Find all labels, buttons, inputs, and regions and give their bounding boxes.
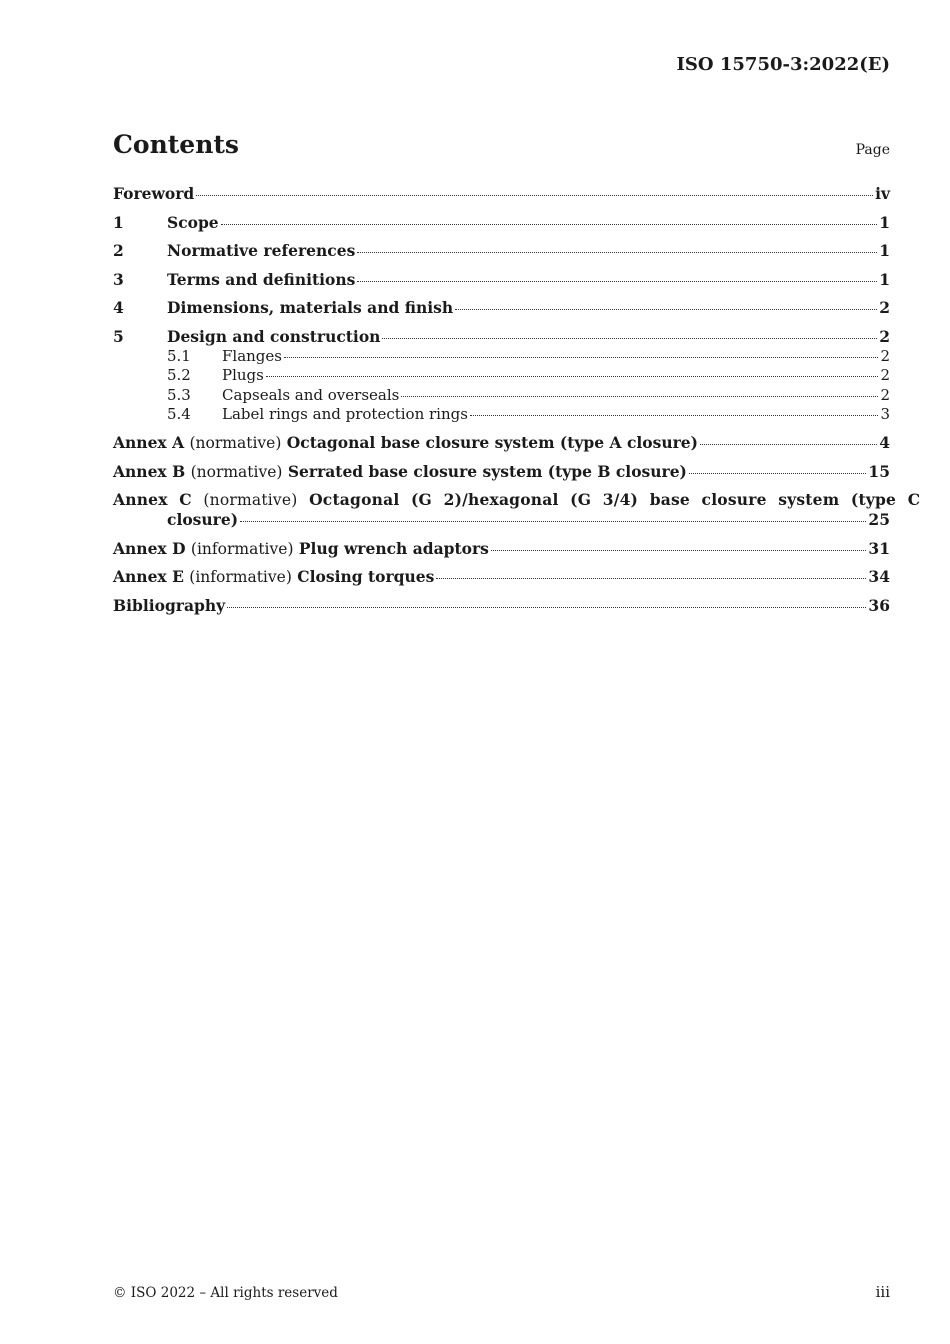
toc-entry-page: 3 [880,405,890,423]
copyright-notice: © ISO 2022 – All rights reserved [113,1285,338,1301]
toc-entry-page: 15 [868,461,890,481]
toc-entry-page: 34 [868,567,890,586]
annex-type: (normative) [203,491,298,509]
toc-entry-page: 2 [880,385,890,404]
annex-title: Closing torques [297,567,435,586]
annex-title: Octagonal base closure system (type A closure) [286,433,698,452]
toc-entry-page: 2 [879,298,890,317]
contents-title: Contents [113,130,240,159]
dot-leader [266,376,879,377]
page-column-label: Page [855,142,890,158]
toc-entry-title: Scope [167,212,219,232]
page-number: iii [875,1283,890,1301]
section-number: 5 [113,326,124,346]
toc-entry-title [113,462,687,482]
annex-title: Octagonal (G 2)/hexagonal (G 3/4) base closure system (type C [309,490,921,509]
dot-leader [357,281,877,282]
section-number: 4 [113,298,124,317]
dot-leader [700,444,877,445]
dot-leader [689,473,867,474]
toc-entry-page: 1 [879,269,890,289]
annex-type: (normative) [190,462,283,481]
annex-type: (normative) [189,434,282,452]
dot-leader [284,357,878,358]
dot-leader [357,252,877,253]
toc-entry-title [113,539,489,559]
toc-entry-title: Design and construction [167,326,381,346]
toc-entry-annex-d[interactable] [113,539,890,559]
toc-entry-page: 4 [879,433,890,452]
annex-type: (informative) [190,539,294,558]
annex-label: Annex A [113,433,185,452]
dot-leader [240,521,866,522]
toc-entry-page: 2 [879,326,890,346]
annex-title-continued: closure) [167,510,239,529]
toc-entry-bibliography[interactable] [113,596,890,616]
toc-entry-terms-and-definitions[interactable] [113,270,890,290]
subsection-number: 5.1 [167,346,191,365]
annex-label: Annex B [113,461,186,481]
toc-entry-scope[interactable] [113,213,890,233]
dot-leader [401,396,878,397]
annex-title: Serrated base closure system (type B closure) [287,461,687,481]
toc-entry-normative-references[interactable] [113,241,890,261]
toc-entry-title [113,490,921,510]
section-number: 1 [113,212,124,232]
toc-entry-page: 31 [868,538,890,558]
toc-entry-title: Normative references [167,241,356,260]
dot-leader [221,224,878,225]
annex-label: Annex C [113,490,192,509]
subsection-number: 5.2 [167,366,191,384]
subsection-number: 5.4 [167,405,191,423]
toc-entry-title: Plugs [222,366,264,384]
toc-entry-page: 2 [880,346,890,365]
toc-entry-title: Dimensions, materials and finish [167,298,454,317]
toc-entry-dimensions[interactable] [113,298,890,318]
dot-leader [470,415,879,416]
toc-entry-page: 1 [879,212,890,232]
toc-entry-page: 1 [879,241,890,260]
toc-entry-title [113,433,698,453]
toc-entry-title: Flanges [222,346,282,365]
section-number: 3 [113,269,124,289]
dot-leader [227,607,866,608]
contents-header [113,130,890,166]
toc-entry-title: Capseals and overseals [222,385,400,404]
annex-label: Annex E [113,567,184,586]
toc-subentry-flanges[interactable] [113,347,890,367]
toc-entry-page: iv [875,184,890,203]
toc-entry-title: Foreword [113,184,195,203]
dot-leader [382,338,877,339]
toc-entry-title: Bibliography [113,595,226,615]
toc-entry-annex-b[interactable] [113,462,890,482]
annex-type: (informative) [189,568,292,586]
dot-leader [455,309,877,310]
toc-entry-annex-a[interactable] [113,433,890,453]
toc-entry-title: Label rings and protection rings [222,405,468,423]
toc-subentry-label-rings[interactable] [113,405,890,425]
annex-label: Annex D [113,538,186,558]
toc-entry-page: 36 [868,595,890,615]
toc-subentry-plugs[interactable] [113,366,890,386]
subsection-number: 5.3 [167,385,191,404]
toc-entry-title [113,567,434,587]
section-number: 2 [113,241,124,260]
annex-title: Plug wrench adaptors [298,538,489,558]
toc-subentry-capseals[interactable] [113,386,890,406]
toc-entry-page: 25 [868,510,890,529]
dot-leader [196,195,873,196]
toc-entry-annex-c[interactable] [113,490,921,530]
dot-leader [436,578,866,579]
toc-entry-design-and-construction[interactable] [113,327,890,347]
toc-entry-title: Terms and definitions [167,269,356,289]
table-of-contents [113,184,921,616]
toc-entry-foreword[interactable] [113,184,890,204]
toc-entry-page: 2 [880,366,890,384]
toc-entry-annex-e[interactable] [113,567,890,587]
dot-leader [491,550,867,551]
document-identifier: ISO 15750-3:2022(E) [676,54,890,75]
